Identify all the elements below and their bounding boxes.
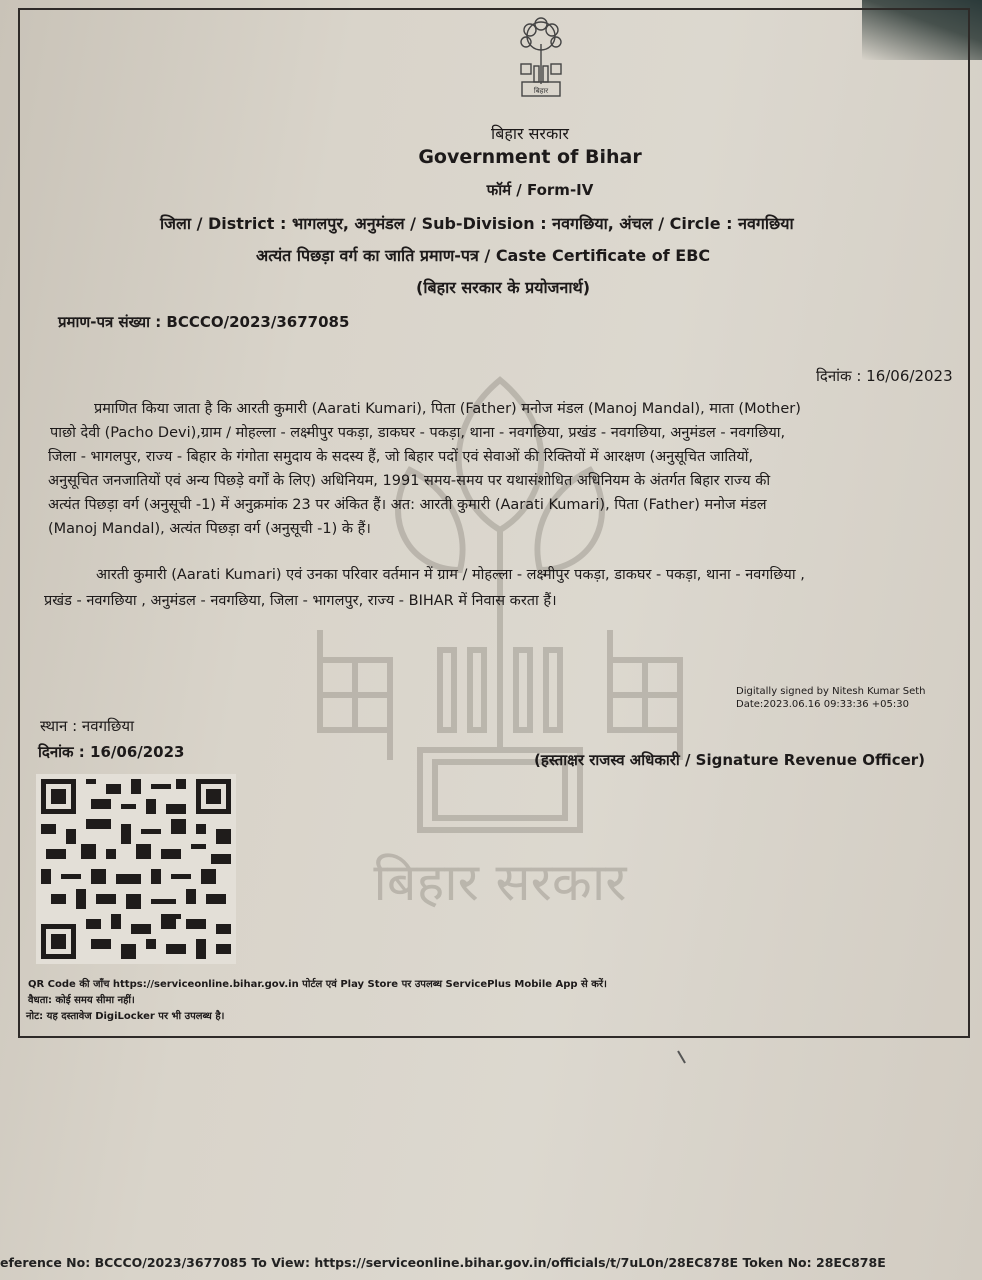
qr-code-icon[interactable] [36, 774, 236, 964]
para2-line: प्रखंड - नवगछिया , अनुमंडल - नवगछिया, जिला - भागलपुर, राज्य - BIHAR में निवास करता हैं। [44, 593, 557, 609]
digital-signature-name: Digitally signed by Nitesh Kumar Seth [736, 686, 926, 697]
paper-fold-mark [677, 1046, 693, 1063]
date-bottom: दिनांक : 16/06/2023 [38, 743, 185, 761]
certificate-purpose: (बिहार सरकार के प्रयोजनार्थ) [416, 278, 591, 297]
para1-line: पाछो देवी (Pacho Devi),ग्राम / मोहल्ला - लक्ष्मीपुर पकड़ा, डाकघर - पकड़ा, थाना - नवगछिया, प्रखंड - नवगछिया, अनुमंडल - नवगछिया, [50, 425, 786, 441]
para1-line: अत्यंत पिछड़ा वर्ग (अनुसूची -1) में अनुक्रमांक 23 पर अंकित हैं। अत: आरती कुमारी (Aarati Kumari), पिता (Father) मनोज मंडल [48, 497, 767, 513]
para1-line: प्रमाणित किया जाता है कि आरती कुमारी (Aarati Kumari), पिता (Father) मनोज मंडल (Manoj Mandal), माता (Mother) [94, 401, 801, 417]
digilocker-note: नोट: यह दस्तावेज DigiLocker पर भी उपलब्ध है। [26, 1011, 225, 1022]
place: स्थान : नवगछिया [40, 717, 135, 735]
certificate-number: प्रमाण-पत्र संख्या : BCCCO/2023/3677085 [58, 313, 350, 331]
qr-verification-note: QR Code की जाँच https://serviceonline.bihar.gov.in पोर्टल एवं Play Store पर उपलब्ध ServicePlus Mobile App से करें। [28, 979, 607, 990]
para2-line: आरती कुमारी (Aarati Kumari) एवं उनका परिवार वर्तमान में ग्राम / मोहल्ला - लक्ष्मीपुर पकड़ा, डाकघर - पकड़ा, थाना - नवगछिया , [96, 567, 805, 583]
reference-footer: eference No: BCCCO/2023/3677085 To View: https://serviceonline.bihar.gov.in/officials/t/7uL0n/28EC878E Token No: 28EC878E [0, 1255, 886, 1270]
watermark-text: बिहार सरकार [373, 853, 627, 913]
para1-line: जिला - भागलपुर, राज्य - बिहार के गंगोता समुदाय के सदस्य हैं, जो बिहार पदों एवं सेवाओं की रिक्तियों में आरक्षण (अनुसूचित जातियों, [48, 449, 754, 465]
para1-line: अनुसूचित जनजातियों एवं अन्य पिछड़े वर्गों के लिए) अधिनियम, 1991 समय-समय पर यथासंशोधित अधिनियम के अंतर्गत बिहार राज्य की [48, 473, 771, 489]
validity-note: वैधता: कोई समय सीमा नहीं। [28, 995, 135, 1006]
gov-hindi: बिहार सरकार [491, 124, 569, 143]
issue-date-top: दिनांक : 16/06/2023 [816, 367, 953, 385]
para1-line: (Manoj Mandal), अत्यंत पिछड़ा वर्ग (अनुसूची -1) के हैं। [48, 521, 371, 537]
gov-english: Government of Bihar [418, 146, 642, 168]
watermark-emblem-icon [300, 330, 700, 920]
location-line: जिला / District : भागलपुर, अनुमंडल / Sub-Division : नवगछिया, अंचल / Circle : नवगछिया [160, 214, 794, 233]
emblem-label: बिहार [533, 87, 549, 95]
certificate-title: अत्यंत पिछड़ा वर्ग का जाति प्रमाण-पत्र / Caste Certificate of EBC [256, 246, 711, 265]
bihar-emblem-icon [496, 14, 586, 102]
signature-label: (हस्ताक्षर राजस्व अधिकारी / Signature Revenue Officer) [534, 751, 926, 769]
digital-signature-date: Date:2023.06.16 09:33:36 +05:30 [736, 699, 909, 710]
form-number: फॉर्म / Form-IV [486, 181, 594, 199]
